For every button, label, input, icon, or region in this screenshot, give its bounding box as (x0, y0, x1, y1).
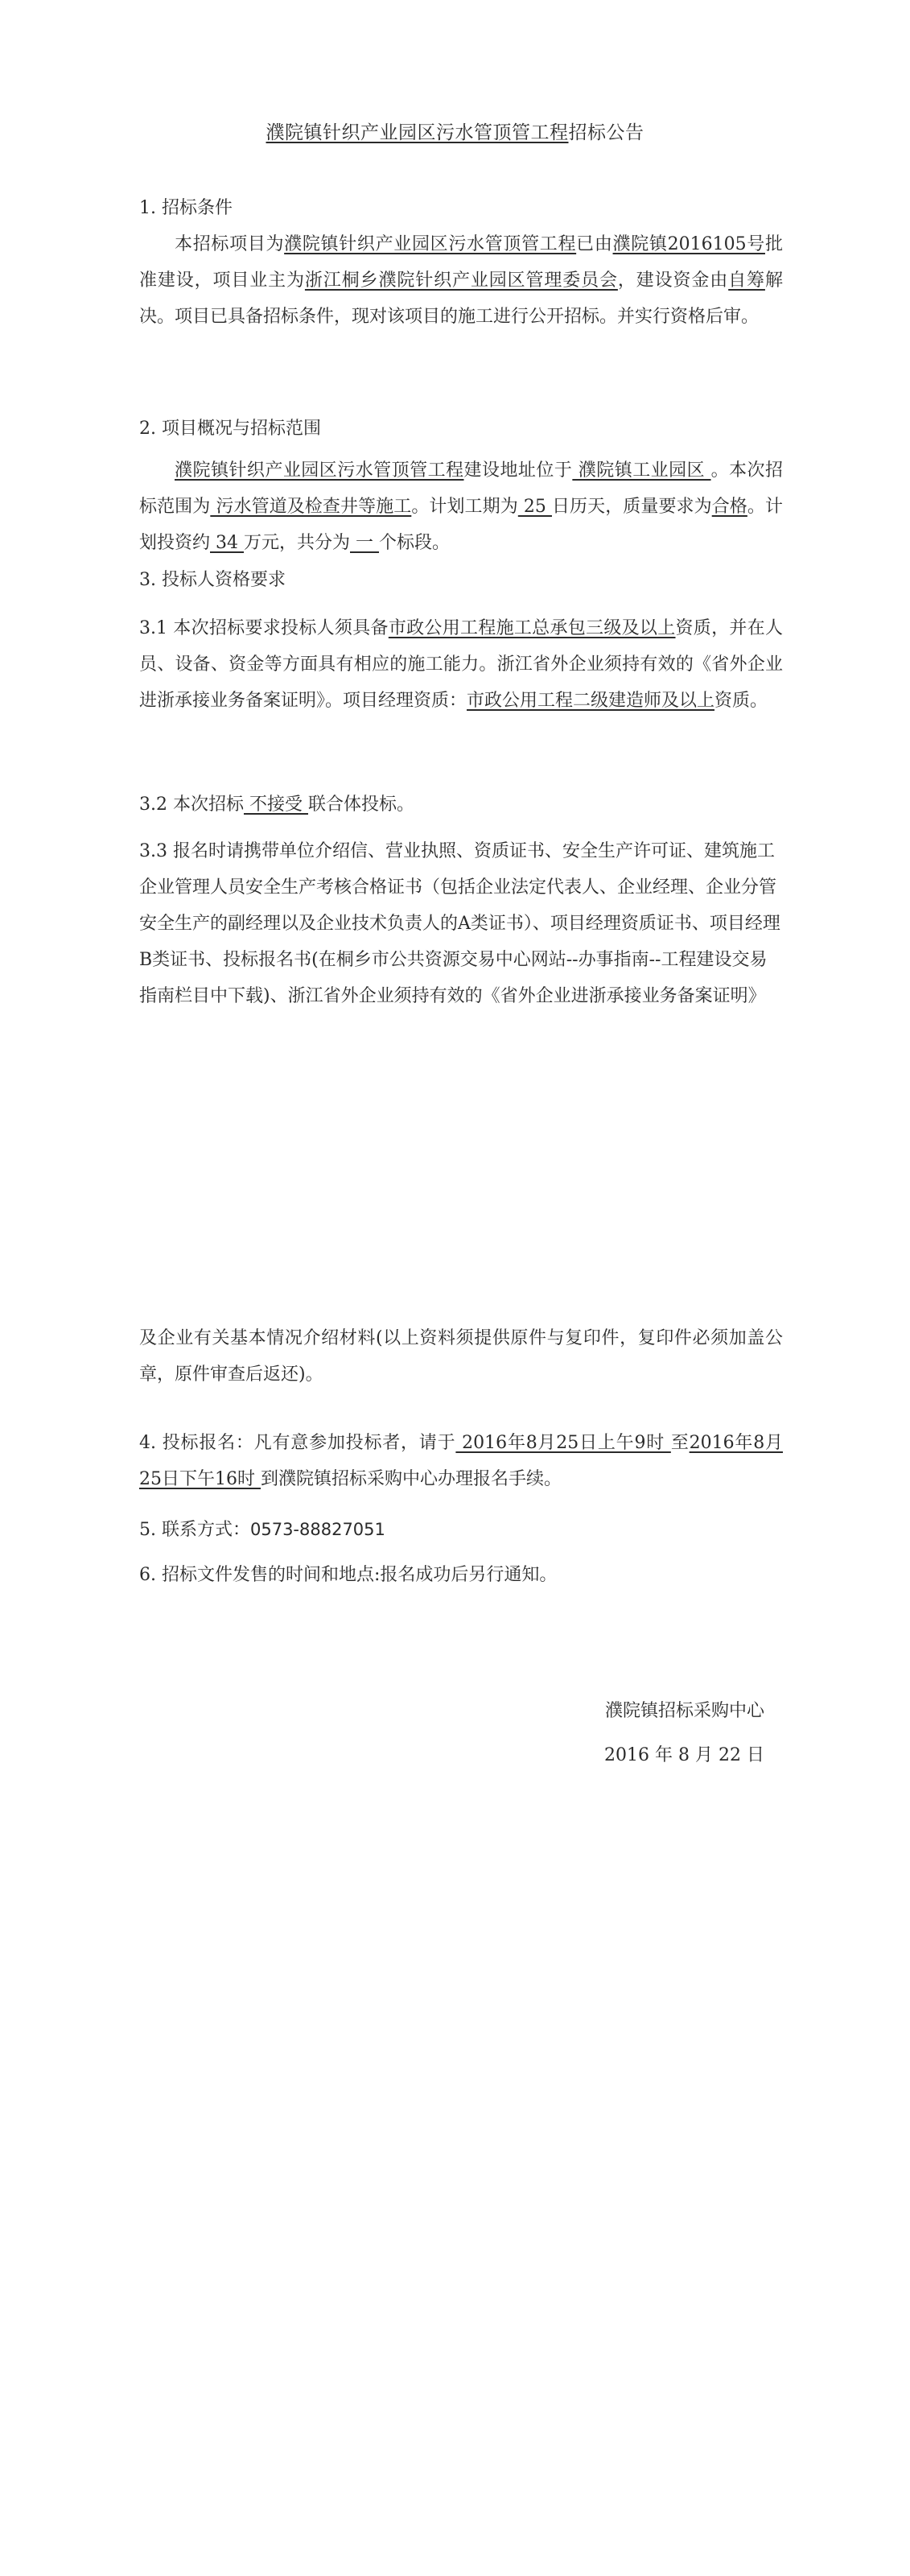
signature-date: 2016 年 8 月 22 日 (604, 1745, 764, 1765)
project-name: 濮院镇针织产业园区污水管顶管工程 (284, 234, 577, 254)
funding-source: 自筹 (728, 270, 765, 291)
signature-organization: 濮院镇招标采购中心 (604, 1701, 764, 1721)
registration-end: 2016年8月25日下午16时 (139, 1433, 783, 1489)
joint-bid-policy: 不接受 (243, 795, 308, 815)
section-3-3-continued: 及企业有关基本情况介绍材料(以上资料须提供原件与复印件，复印件必须加盖公章，原件审查后返还)。 (139, 1328, 783, 1385)
section-3-2: 3.2 本次招标 不接受 联合体投标。 (139, 795, 414, 815)
required-qualification: 市政公用工程施工总承包三级及以上 (388, 618, 676, 638)
contact-label: 5. 联系方式： (139, 1520, 250, 1540)
contact-phone: 0573-88827051 (249, 1520, 385, 1539)
section-3-3: 3.3 报名时请携带单位介绍信、营业执照、资质证书、安全生产许可证、建筑施工企业管理人员安全生产考核合格证书（包括企业法定代表人、企业经理、企业分管安全生产的副经理以及企业技术负责人的A类证书）、项目经理资质证书、项目经理B类证书、投标报名书(在桐乡市公共资源交易中心网站--办事指南--工程建设交易指南栏目中下载)、浙江省外企业须持有效的《省外企业进浙承接业务备案证明》 (139, 841, 780, 1006)
pm-qualification: 市政公用工程二级建造师及以上 (467, 691, 715, 711)
title-project-name: 濮院镇针织产业园区污水管顶管工程 (266, 122, 569, 143)
section-5-contact (139, 1512, 783, 1548)
bid-scope: 污水管道及检查井等施工 (210, 497, 412, 517)
approval-number: 濮院镇2016105号 (612, 234, 765, 254)
section-4-registration: 4. 投标报名：凡有意参加投标者，请于 2016年8月25日上午9时 至2016年8月25日下午16时 到濮院镇招标采购中心办理报名手续。 (139, 1433, 783, 1489)
section-2-body: 濮院镇针织产业园区污水管顶管工程建设地址位于 濮院镇工业园区 。本次招标范围为 污水管道及检查井等施工。计划工期为 25 日历天，质量要求为合格。计划投资约 34 万元，共分为 一 个标段。 (139, 460, 783, 553)
project-owner: 浙江桐乡濮院针织产业园区管理委员会 (304, 270, 618, 291)
page-title (0, 118, 910, 144)
quality-requirement: 合格 (711, 497, 747, 517)
project-location: 濮院镇工业园区 (572, 460, 711, 481)
section-1-heading: 1. 招标条件 (139, 198, 233, 218)
section-6-sale-info: 6. 招标文件发售的时间和地点:报名成功后另行通知。 (139, 1565, 558, 1585)
planned-investment: 34 (210, 533, 244, 553)
section-3-heading: 3. 投标人资格要求 (139, 570, 286, 590)
section-2-heading: 2. 项目概况与招标范围 (139, 419, 321, 439)
project-name-2: 濮院镇针织产业园区污水管顶管工程 (175, 460, 464, 481)
title-suffix: 招标公告 (568, 122, 644, 143)
section-1-body: 本招标项目为濮院镇针织产业园区污水管顶管工程已由濮院镇2016105号批准建设，项目业主为浙江桐乡濮院针织产业园区管理委员会，建设资金由自筹解决。项目已具备招标条件，现对该项目的施工进行公开招标。并实行资格后审。 (139, 234, 783, 327)
construction-period: 25 (517, 497, 552, 517)
registration-start: 2016年8月25日上午9时 (455, 1433, 671, 1453)
section-3-1: 3.1 本次招标要求投标人须具备市政公用工程施工总承包三级及以上资质，并在人员、设备、资金等方面具有相应的施工能力。浙江省外企业须持有效的《省外企业进浙承接业务备案证明》。项目经理资质：市政公用工程二级建造师及以上资质。 (139, 618, 783, 711)
section-count: 一 (350, 533, 380, 553)
